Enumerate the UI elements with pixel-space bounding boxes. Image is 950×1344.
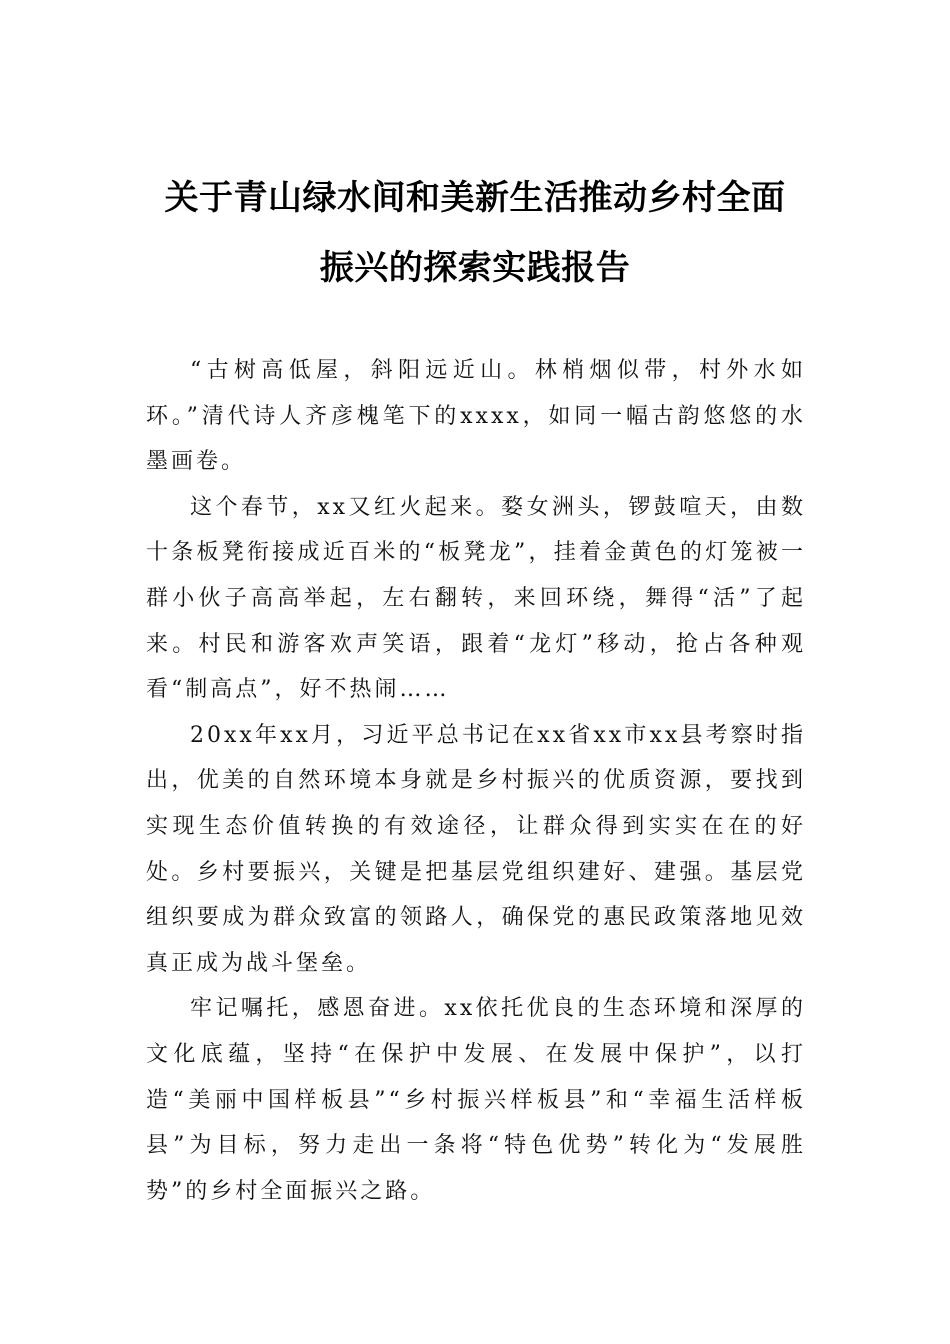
paragraph-3: 20xx年xx月，习近平总书记在xx省xx市xx县考察时指出，优美的自然环境本身就是乡村振兴的优质资源，要找到实现生态价值转换的有效途径，让群众得到实实在在的好处。乡村要振兴，关键是把基层党组织建好、建强。基层党组织要成为群众致富的领路人，确保党的惠民政策落地见效真正成为战斗堡垒。 bbox=[146, 722, 806, 976]
paragraph-2: 这个春节，xx又红火起来。婺女洲头，锣鼓喧天，由数十条板凳衔接成近百米的“板凳龙”，挂着金黄色的灯笼被一群小伙子高高举起，左右翻转，来回环绕，舞得“活”了起来。村民和游客欢声笑语，跟着“龙灯”移动，抢占各种观看“制高点”，好不热闹…… bbox=[146, 494, 806, 703]
paragraph-4: 牢记嘱托，感恩奋进。xx依托优良的生态环境和深厚的文化底蕴，坚持“在保护中发展、在发展中保护”，以打造“美丽中国样板县”“乡村振兴样板县”和“幸福生活样板县”为目标，努力走出一条将“特色优势”转化为“发展胜势”的乡村全面振兴之路。 bbox=[146, 996, 806, 1204]
document-title-line-1: 关于青山绿水间和美新生活推动乡村全面 bbox=[164, 178, 786, 218]
paragraph-1: “古树高低屋，斜阳远近山。林梢烟似带，村外水如环。”清代诗人齐彦槐笔下的xxxx，如同一幅古韵悠悠的水墨画卷。 bbox=[146, 358, 806, 475]
document-title-line-2: 振兴的探索实践报告 bbox=[319, 248, 631, 288]
document-body bbox=[146, 348, 806, 1214]
